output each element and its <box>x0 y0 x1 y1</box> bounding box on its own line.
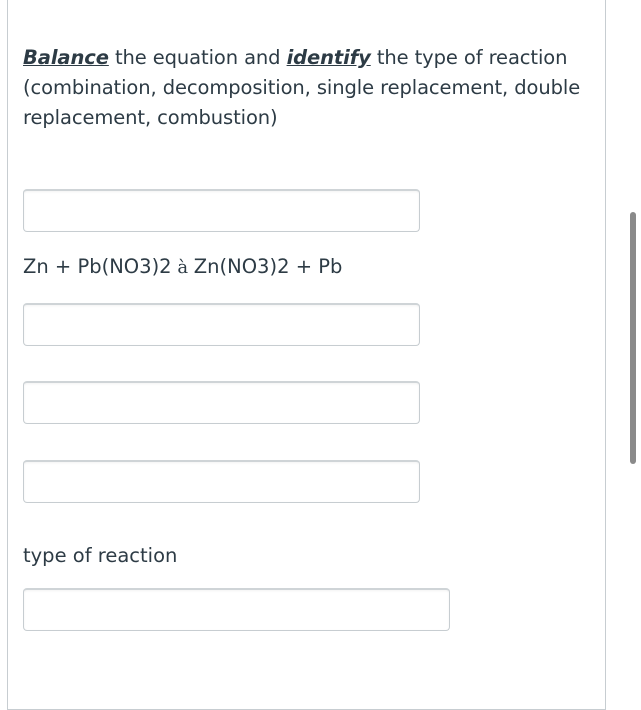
equation-paren-2: ) <box>269 255 278 278</box>
question-instructions <box>23 43 593 133</box>
keyword-identify: identify <box>286 46 371 69</box>
equation-reactants: Zn + Pb(NO <box>23 255 140 278</box>
equation-arrow: à <box>171 257 194 278</box>
equation-subscript-2: 2 <box>159 255 172 278</box>
answer-input-2[interactable] <box>23 303 420 346</box>
equation-product-1: Zn(NO <box>193 255 258 278</box>
equation-subscript-4: 2 <box>277 255 290 278</box>
answer-input-4[interactable] <box>23 460 420 503</box>
instructions-text-2: the type of reaction (combination, decomposition, single replacement, double replacement, combustion) <box>23 46 581 129</box>
equation-paren-1: ) <box>151 255 160 278</box>
instructions-text-1: the equation and <box>108 46 287 69</box>
answer-input-1[interactable] <box>23 189 420 232</box>
equation-product-2: + Pb <box>289 255 343 278</box>
chemical-equation <box>23 252 342 283</box>
equation-subscript-3: 3 <box>257 255 270 278</box>
type-of-reaction-label: type of reaction <box>23 544 178 567</box>
scrollbar-thumb[interactable] <box>630 212 636 464</box>
answer-input-3[interactable] <box>23 381 420 424</box>
keyword-balance: Balance <box>23 46 109 69</box>
reaction-type-input[interactable] <box>23 588 450 631</box>
equation-subscript-1: 3 <box>139 255 152 278</box>
